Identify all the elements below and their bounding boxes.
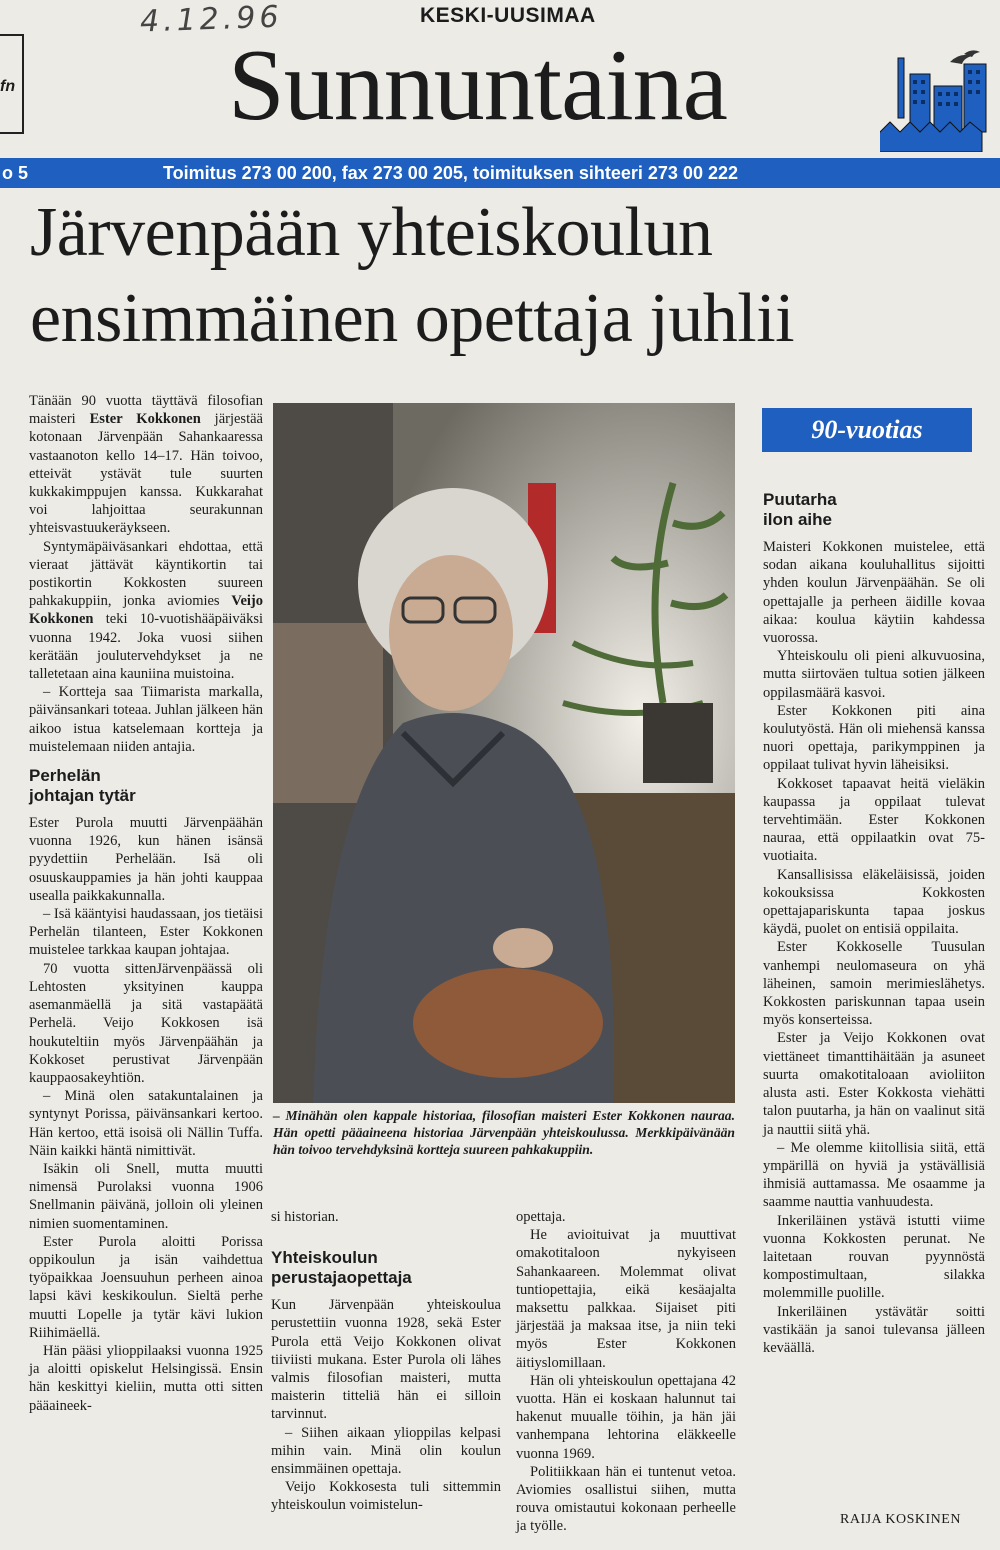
column-2 bbox=[271, 1208, 501, 1515]
person-name: Ester Kokkonen bbox=[89, 411, 201, 428]
page-number: o 5 bbox=[2, 163, 29, 183]
headline bbox=[30, 190, 980, 362]
left-edge-stub bbox=[0, 34, 24, 134]
portrait-illustration-icon bbox=[273, 403, 735, 1103]
paragraph-text: Tänään 90 vuotta täyttävä filosofian maisteri bbox=[29, 393, 263, 428]
paragraph: Maisteri Kokkonen muistelee, että sodan aikana kouluhallitus sijoitti yhden koulun Järvenpäähän. Se oli opettajalle ja perheen äidille kovaa aikaa: koulua käytiin kahdessa vuorossa. bbox=[763, 539, 985, 647]
subheading bbox=[29, 766, 263, 806]
subheading-line: perustajaopettaja bbox=[271, 1268, 412, 1288]
paragraph: Politiikkaan hän ei tuntenut vetoa. Aviomies osallistui siihen, mutta rouva omistautui kokonaan perheelle ja työlle. bbox=[516, 1463, 736, 1535]
paragraph: 70 vuotta sittenJärvenpäässä oli Lehtosten yksityinen kauppa asemanmäellä ja sitä vastapäätä Perhelä. Veijo Kokkosen isä houkuteltiin myös Järvenpäähän ja Kokkoset perustivat Järvenpään kauppaosakeyhtiön. bbox=[29, 960, 263, 1086]
column-3 bbox=[516, 1208, 736, 1536]
person-name: Veijo Kokkonen bbox=[29, 593, 263, 628]
newspaper-name: KESKI-UUSIMAA bbox=[420, 4, 596, 27]
paragraph: Ester ja Veijo Kokkonen ovat viettäneet timanttihäitään ja asuneet suurta omakotitaloaan avioliiton alusta asti. Ester Kokkosta viehätti talon puutarha, ja hän on vaalinut sitä ja nauttii siitä yhä. bbox=[763, 1030, 985, 1138]
paragraph: Ester Kokkonen piti aina koulutyöstä. Hän oli miehensä kanssa nuori opettaja, parikymppinen ja oppilaat tulivat hyvin läheisiksi. bbox=[763, 702, 985, 774]
paragraph: Hän oli yhteiskoulun opettajana 42 vuotta. Hän ei koskaan halunnut tai hakenut muualle töihin, ja hän jäi vanhempana lehtorina eläkkeelle vuonna 1969. bbox=[516, 1372, 736, 1462]
paragraph: opettaja. bbox=[516, 1209, 566, 1225]
subheading bbox=[763, 490, 985, 530]
paragraph: – Minä olen satakuntalainen ja syntynyt Porissa, päivänsankari kertoo. Hän kertoo, että isoisä oli Nällin Tuffa. Näin kaikki häntä nimittivät. bbox=[29, 1088, 263, 1159]
paragraph: Inkeriläinen ystävätär soitti vastikään ja sanoi tulevansa jälleen keväällä. bbox=[763, 1303, 985, 1356]
subheading-line: Yhteiskoulun bbox=[271, 1248, 378, 1268]
subheading-line: Puutarha bbox=[763, 490, 837, 509]
subheading-line: johtajan tytär bbox=[29, 786, 136, 806]
paragraph: Isäkin oli Snell, mutta muutti nimensä Purolaksi vuonna 1906 Snellmanin päivänä, jolloin oli yleinen nimien suomentaminen. bbox=[29, 1160, 263, 1232]
paragraph: Ester Purola aloitti Porissa oppikoulun ja isän vaihdettua työpaikkaa Joensuuhun perheen ainoa lapsi kävi keskikoulun. Sieltä perhe muutti Lopelle ja tytär kävi lukion Riihimäellä. bbox=[29, 1233, 263, 1341]
column-4 bbox=[763, 490, 985, 1357]
subheading bbox=[271, 1248, 501, 1288]
paragraph: – Kortteja saa Tiimarista markalla, päivänsankari toteaa. Juhlan jälkeen hän aikoo istua katselemaan kortteja ja muistelemaan niiden antajia. bbox=[29, 684, 263, 755]
paragraph: Yhteiskoulu oli pieni alkuvuosina, mutta siirtoväen tultua sotien jälkeen oppilasmäärä kasvoi. bbox=[763, 648, 985, 701]
contact-info: Toimitus 273 00 200, fax 273 00 205, toimituksen sihteeri 273 00 222 bbox=[163, 163, 738, 183]
headline-line-2: ensimmäinen opettaja juhlii bbox=[30, 280, 795, 357]
paragraph bbox=[29, 538, 263, 684]
paragraph: Ester Kokkoselle Tuusulan vanhempi neulomaseura on yhä läheinen, samoin merimieslähetys. Kokkosten pariskunnan tapaa usein myös konserteissa. bbox=[763, 939, 985, 1029]
paragraph-text: teki 10-vuotishääpäiväksi vuonna 1942. Joka vuosi siihen kerätään joulutervehdykset ja ne talletetaan aina kauniina muistoina. bbox=[29, 611, 263, 683]
paragraph: Inkeriläinen ystävä istutti viime vuonna Kokkosten perunat. Ne laitetaan rouvan pyynnöstä kompostimultaan, silakka molemmille puolille. bbox=[763, 1212, 985, 1302]
city-skyline-logo-icon bbox=[880, 40, 992, 152]
age-tag: 90-vuotias bbox=[762, 408, 972, 452]
paragraph: – Isä kääntyisi haudassaan, jos tietäisi Perhelän tilanteen, Ester Kokkonen muistelee tarkkaa kaupan johtajaa. bbox=[29, 906, 263, 959]
section-title: Sunnuntaina bbox=[228, 29, 727, 142]
paragraph: – Me olemme kiitollisia siitä, että ympärillä on hyviä ja ystävällisiä ihmisiä auttamassa. Me osaamme ja saamme nauttia vanhuudesta. bbox=[763, 1139, 985, 1211]
byline: RAIJA KOSKINEN bbox=[840, 1512, 961, 1527]
subheading-line: ilon aihe bbox=[763, 510, 832, 529]
paragraph: Hän pääsi ylioppilaaksi vuonna 1925 ja aloitti opiskelut Helsingissä. Ensin hän keskittyi kieliin, mutta otti sitten pääaineek- bbox=[29, 1342, 263, 1414]
paragraph: Kun Järvenpään yhteiskoulua perustettiin vuonna 1928, sekä Ester Purola että Veijo Kokkonen olivat tiiviisti mukana. Ester Purola oli lähes valmis filosofian maisteri, mutta maisterin titteliä hän ei silloin tarvinnut. bbox=[271, 1297, 501, 1423]
subheading-line: Perhelän bbox=[29, 766, 101, 786]
paragraph: Ester Purola muutti Järvenpäähän vuonna 1926, kun hänen isänsä pyydettiin Perhelään. Isä oli osuuskauppamies ja hän johti kauppaa usealla paikkakunnalla. bbox=[29, 815, 263, 904]
contact-bar bbox=[0, 158, 1000, 188]
column-1 bbox=[29, 392, 263, 1415]
paragraph: Kansallisissa eläkeläisissä, joiden kokouksissa Kokkosten opettajapariskunta tapaa joskus käydä, puolet on entisiä oppilaita. bbox=[763, 866, 985, 938]
paragraph-text: Syntymäpäiväsankari ehdottaa, että vieraat jättävät käyntikortin tai postikortin Kokkosten suureen pahkakuppiin, jonka aviomies bbox=[29, 538, 263, 610]
left-stub-text: fn bbox=[0, 78, 16, 95]
paragraph-text: järjestää kotonaan Järvenpään Sahankaaressa vastaanoton kello 14–17. Hän toivoo, etteivät ystävät tule suurten kukkakimppujen kanssa. Kukkarahat voi lahjoittaa seurakunnan yhteisvastuukeräykseen. bbox=[29, 411, 263, 537]
handwritten-date: 4.12.96 bbox=[139, 0, 284, 40]
paragraph: He avioituivat ja muuttivat omakotitaloon nykyiseen Sahankaareen. Molemmat olivat tuntiopettajia, eikä kesäajalta maksettu palkkaa. Sijaiset piti järjestää ja maksaa itse, ja niin teki myös Ester Kokkonen äitiyslomillaan. bbox=[516, 1227, 736, 1371]
headline-line-1: Järvenpään yhteiskoulun bbox=[30, 194, 713, 271]
paragraph: Kokkoset tapaavat heitä vieläkin kaupassa ja oppilaat tulevat tervehtimään. Ester Kokkonen nauraa, että oppilaatkin ovat 75-vuotiaita. bbox=[763, 775, 985, 865]
paragraph: si historian. bbox=[271, 1209, 339, 1225]
portrait-photo bbox=[273, 403, 735, 1103]
paragraph: – Siihen aikaan ylioppilas kelpasi mihin vain. Minä olin koulun ensimmäinen opettaja. bbox=[271, 1424, 501, 1478]
paragraph: Veijo Kokkosesta tuli sittemmin yhteiskoulun voimistelun- bbox=[271, 1479, 501, 1514]
photo-caption: – Minähän olen kappale historiaa, filosofian maisteri Ester Kokkonen nauraa. Hän opetti pääaineena historiaa Järvenpään yhteiskoulussa. Merkkipäivänään hän toivoo tervehdyksinä kortteja suureen pahkakuppiin. bbox=[273, 1108, 735, 1157]
paragraph bbox=[29, 392, 263, 538]
